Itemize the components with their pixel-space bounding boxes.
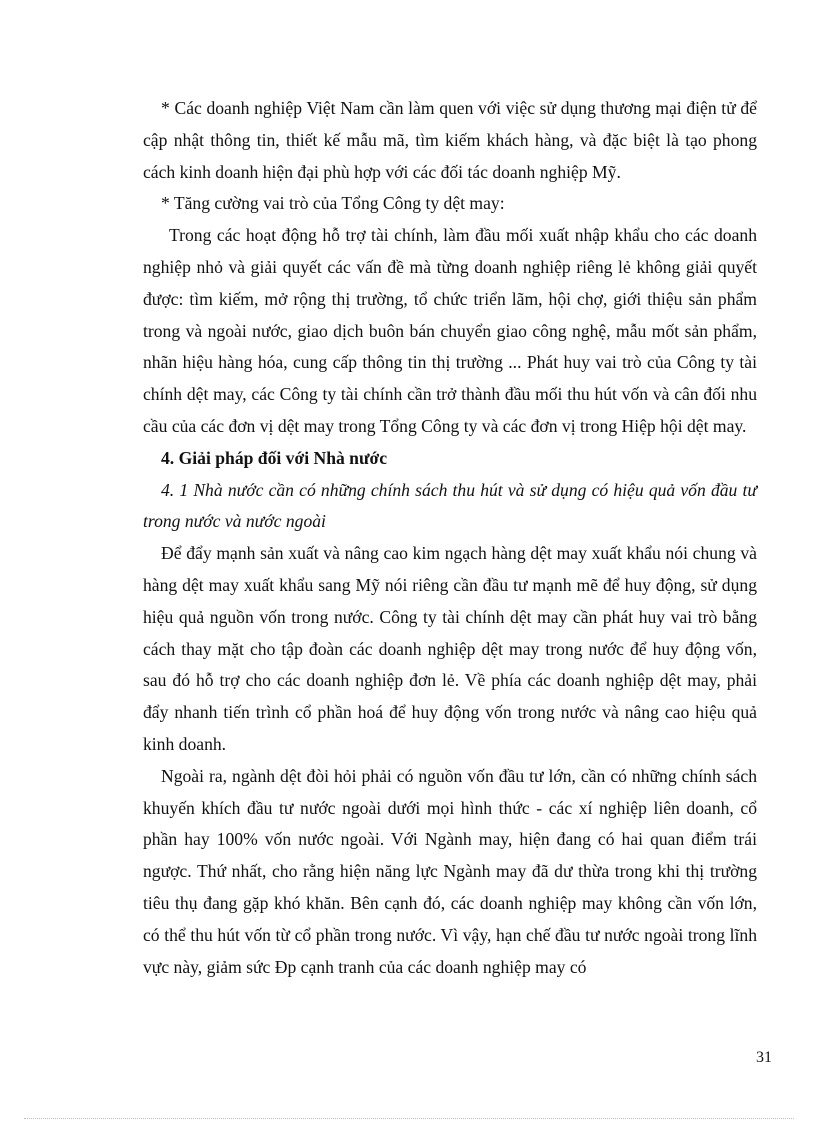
paragraph-foreign-investment: Ngoài ra, ngành dệt đòi hỏi phải có nguồn vốn đầu tư lớn, cần có những chính sách khuyến khích đầu tư nước ngoài dưới mọi hình thức - các xí nghiệp liên doanh, cổ phần hay 100% vốn nước ngoài. Với Ngành may, hiện đang có hai quan điểm trái ngược. Thứ nhất, cho rằng hiện năng lực Ngành may đã dư thừa trong khi thị trường tiêu thụ đang gặp khó khăn. Bên cạnh đó, các doanh nghiệp may không cần vốn lớn, có thể thu hút vốn từ cổ phần trong nước. Vì vậy, hạn chế đầu tư nước ngoài trong lĩnh vực này, giảm sức Đp cạnh tranh của các doanh nghiệp may có	[143, 765, 757, 977]
document-body	[143, 93, 757, 983]
paragraph-strengthen-role: * Tăng cường vai trò của Tổng Công ty dệt may:	[161, 193, 505, 214]
page-number: 31	[756, 1049, 772, 1066]
page-border-line	[24, 1118, 794, 1119]
paragraph-ecommerce: * Các doanh nghiệp Việt Nam cần làm quen với việc sử dụng thương mại điện tử để cập nhật thông tin, thiết kế mẫu mã, tìm kiếm khách hàng, và đặc biệt là tạo phong cách kinh doanh hiện đại phù hợp với các đối tác doanh nghiệp Mỹ.	[143, 98, 757, 182]
subsection-heading: 4. 1 Nhà nước cần có những chính sách thu hút và sử dụng có hiệu quả vốn đầu tư trong nước và nước ngoài	[143, 479, 757, 532]
paragraph-financial-support: Trong các hoạt động hỗ trợ tài chính, làm đầu mối xuất nhập khẩu cho các doanh nghiệp nhỏ và giải quyết các vấn đề mà từng doanh nghiệp riêng lẻ không giải quyết được: tìm kiếm, mở rộng thị trường, tổ chức triển lãm, hội chợ, giới thiệu sản phẩm trong và ngoài nước, giao dịch buôn bán chuyển giao công nghệ, mẫu mốt sản phẩm, nhãn hiệu hàng hóa, cung cấp thông tin thị trường ... Phát huy vai trò của Công ty tài chính dệt may, các Công ty tài chính cần trở thành đầu mối thu hút vốn và cân đối nhu cầu của các đơn vị dệt may trong Tổng Công ty và các đơn vị trong Hiệp hội dệt may.	[143, 225, 757, 436]
paragraph-domestic-capital: Để đẩy mạnh sản xuất và nâng cao kim ngạch hàng dệt may xuất khẩu nói chung và hàng dệt may xuất khẩu sang Mỹ nói riêng cần đầu tư mạnh mẽ để huy động, sử dụng hiệu quả nguồn vốn trong nước. Công ty tài chính dệt may cần phát huy vai trò bằng cách thay mặt cho tập đoàn các doanh nghiệp dệt may trong nước để huy động vốn, sau đó hỗ trợ cho các doanh nghiệp đơn lẻ. Về phía các doanh nghiệp dệt may, phải đẩy nhanh tiến trình cổ phần hoá để huy động vốn trong nước và nâng cao hiệu quả kinh doanh.	[143, 543, 757, 754]
section-heading: 4. Giải pháp đối với Nhà nước	[161, 447, 388, 468]
